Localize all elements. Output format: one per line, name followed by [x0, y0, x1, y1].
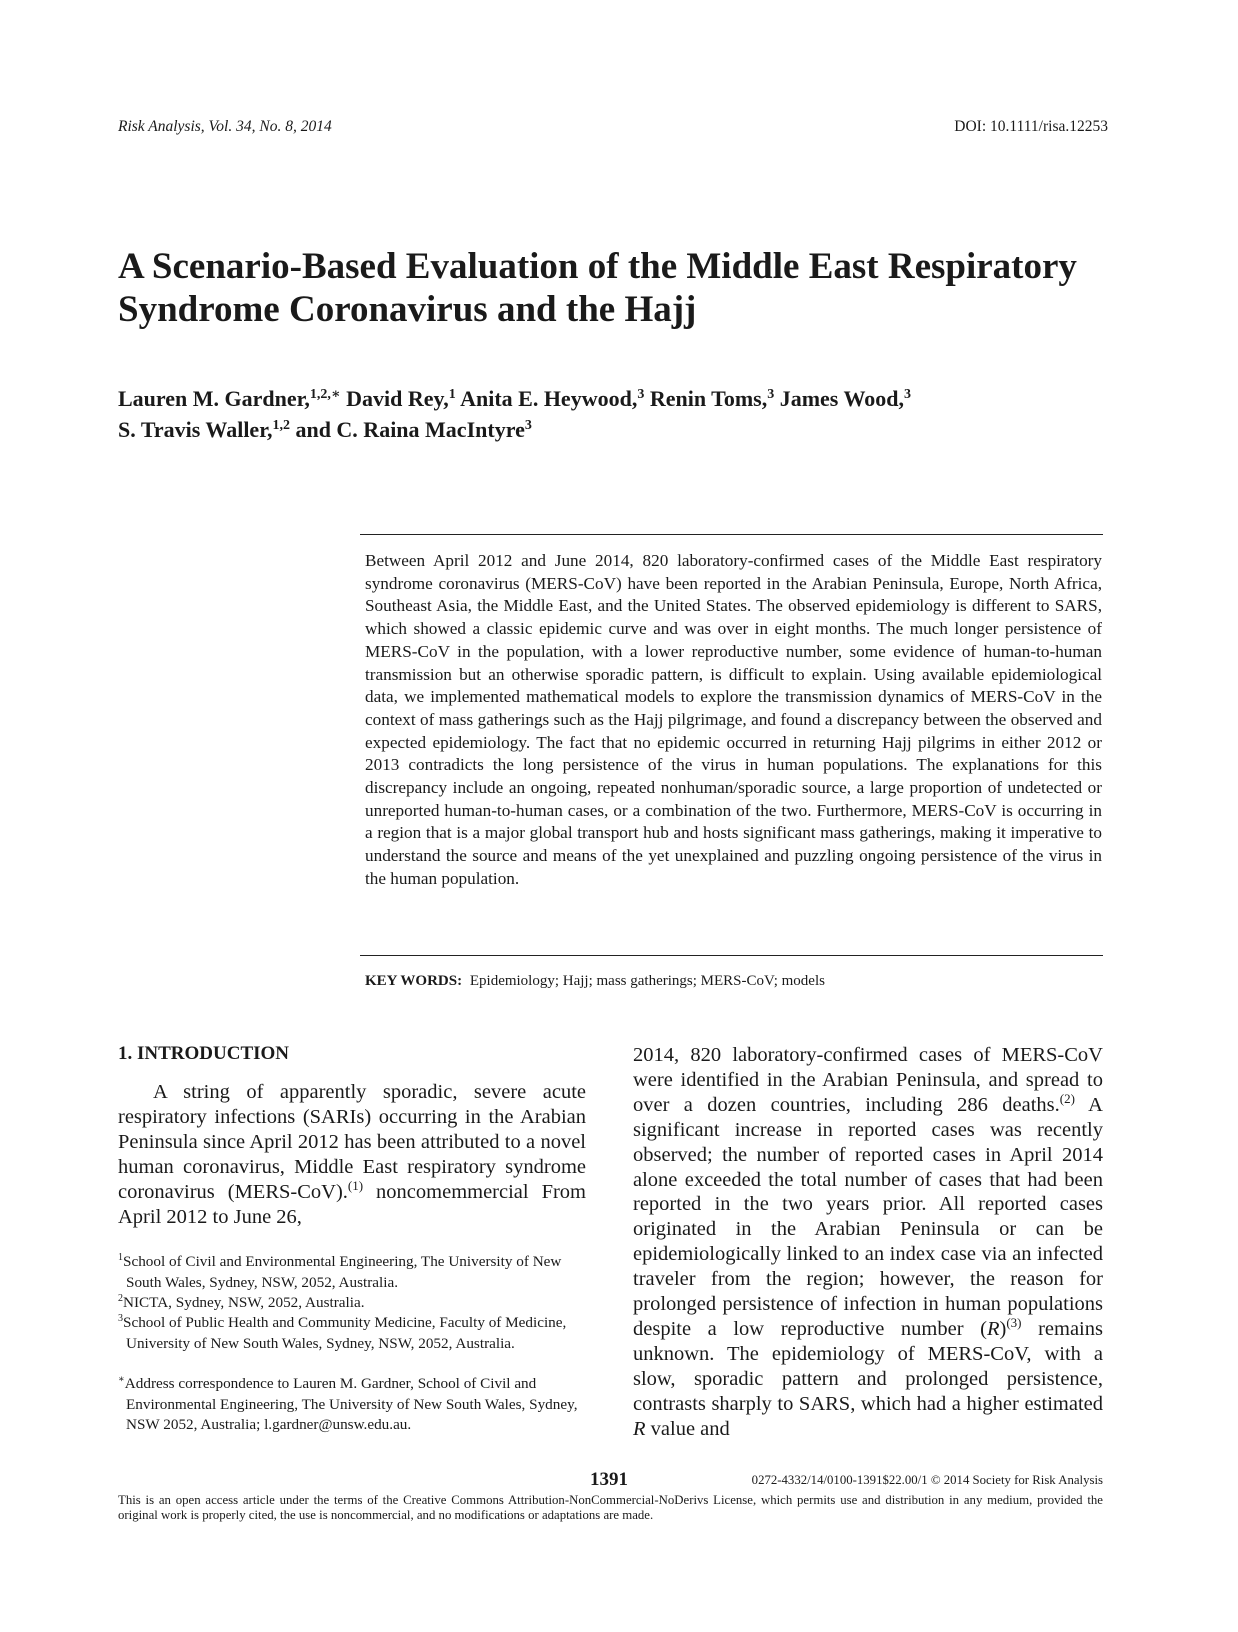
- title-line-2: Syndrome Coronavirus and the Hajj: [118, 289, 697, 330]
- author-affiliation: 1: [448, 387, 456, 402]
- author-affiliation: 3: [524, 418, 532, 433]
- title-line-1: A Scenario-Based Evaluation of the Middle East Respiratory: [118, 246, 1077, 287]
- author-name: Anita E. Heywood,: [460, 386, 638, 411]
- intro-right-text-2: A significant increase in reported cases was recently observed; the number of reported cases in April 2014 alone exceeded the total number of cases that had been reported in the two years prior. All reported cases originated in the Arabian Peninsula or can be epidemiologically linked to an index case via an infected traveler from the region; however, the reason for prolonged persistence of infection in human populations despite a low reproductive number (: [633, 1093, 1103, 1340]
- intro-right-text-1: 2014, 820 laboratory-confirmed cases of MERS-CoV were identified in the Arabian Peninsula, and spread to over a dozen countries, including 286 deaths.: [633, 1044, 1103, 1116]
- intro-right-text-4: remains unknown. The epidemiology of MERS-CoV, with a slow, sporadic pattern and prolonged persistence, contrasts sharply to SARS, which had a higher estimated: [633, 1317, 1103, 1415]
- author-affiliation: 1,2,∗: [309, 387, 341, 402]
- keywords-label: KEY WORDS:: [365, 973, 463, 989]
- section-heading-introduction: 1. INTRODUCTION: [118, 1043, 290, 1064]
- footnote-mark: 3: [118, 1313, 123, 1324]
- author-affiliation: 3: [637, 387, 645, 402]
- symbol-r: R: [986, 1317, 1000, 1340]
- footnote-mark: ∗: [118, 1374, 125, 1385]
- author-affiliation: 1,2: [272, 418, 290, 433]
- footnote-correspondence: [118, 1374, 594, 1436]
- author-name: Lauren M. Gardner,: [118, 386, 310, 411]
- symbol-r: R: [633, 1417, 646, 1440]
- footnote-2: [118, 1293, 594, 1314]
- introduction-right-column: [633, 1043, 1103, 1442]
- paper-title: [118, 245, 1128, 331]
- intro-right-text-3: ): [999, 1317, 1007, 1340]
- citation-ref: (3): [1006, 1314, 1022, 1330]
- footnote-text: School of Civil and Environmental Engineering, The University of New South Wales, Sydney, NSW, 2052, Australia.: [123, 1253, 562, 1291]
- footnote-text: Address correspondence to Lauren M. Gardner, School of Civil and Environmental Engineering, The University of New South Wales, Sydney, NSW 2052, Australia; l.gardner@unsw.edu.au.: [124, 1375, 578, 1433]
- doi: DOI: 10.1111/risa.12253: [954, 118, 1108, 135]
- footnote-mark: 2: [118, 1293, 123, 1304]
- footnote-3: [118, 1313, 594, 1354]
- license-notice: This is an open access article under the terms of the Creative Commons Attribution-NonCommercial-NoDerivs License, which permits use and distribution in any medium, provided the original work is properly cited, the use is noncommercial, and no modifications or adaptations are made.: [118, 1493, 1103, 1522]
- abstract-top-rule: [360, 534, 1103, 535]
- author-name: Renin Toms,: [649, 386, 768, 411]
- intro-right-text-5: value and: [645, 1417, 730, 1440]
- author-name: S. Travis Waller,: [118, 417, 273, 442]
- journal-citation: Risk Analysis, Vol. 34, No. 8, 2014: [118, 118, 332, 135]
- citation-ref: (1): [347, 1177, 364, 1193]
- author-affiliation: 3: [904, 387, 911, 402]
- citation-ref: (2): [1059, 1090, 1075, 1106]
- intro-left-text: A string of apparently sporadic, severe acute respiratory infections (SARIs) occurring in the Arabian Peninsula since April 2012 has been attributed to a novel human coronavirus, Middle East respiratory syndrome coronavirus (MERS-CoV).: [118, 1081, 586, 1203]
- abstract: Between April 2012 and June 2014, 820 laboratory-confirmed cases of the Middle East respiratory syndrome coronavirus (MERS-CoV) have been reported in the Arabian Peninsula, Europe, North Africa, Southeast Asia, the Middle East, and the United States. The observed epidemiology is different to SARS, which showed a classic epidemic curve and was over in eight months. The much longer persistence of MERS-CoV in the population, with a lower reproductive number, some evidence of human-to-human transmission but an otherwise sporadic pattern, is difficult to explain. Using available epidemiological data, we implemented mathematical models to explore the transmission dynamics of MERS-CoV in the context of mass gatherings such as the Hajj pilgrimage, and found a discrepancy between the observed and expected epidemiology. The fact that no epidemic occurred in returning Hajj pilgrims in either 2012 or 2013 contradicts the long persistence of the virus in human populations. The explanations for this discrepancy include an ongoing, repeated nonhuman/sporadic source, a large proportion of undetected or unreported human-to-human cases, or a combination of the two. Furthermore, MERS-CoV is occurring in a region that is a major global transport hub and hosts significant mass gatherings, making it imperative to understand the source and means of the yet unexplained and puzzling ongoing persistence of the virus in the human population.: [365, 551, 1102, 888]
- author-name: and C. Raina MacIntyre: [295, 417, 525, 442]
- footnote-1: [118, 1252, 594, 1293]
- author-name: David Rey,: [346, 386, 449, 411]
- abstract-bottom-rule: [360, 955, 1103, 956]
- footnote-text: NICTA, Sydney, NSW, 2052, Australia.: [123, 1294, 365, 1311]
- keywords: [365, 973, 825, 990]
- footnote-mark: 1: [118, 1252, 123, 1263]
- author-list: [118, 383, 1128, 445]
- intro-left-text-cont: noncomemmercial From April 2012 to June 26,: [118, 1180, 586, 1228]
- author-name: James Wood,: [779, 386, 904, 411]
- keywords-text: Epidemiology; Hajj; mass gatherings; MERS-CoV; models: [469, 973, 825, 989]
- page-number: 1391: [590, 1469, 628, 1490]
- introduction-left-column: [118, 1080, 586, 1229]
- author-line-1: [118, 383, 1128, 414]
- copyright-line: 0272-4332/14/0100-1391$22.00/1 © 2014 Society for Risk Analysis: [751, 1473, 1103, 1487]
- author-affiliation: 3: [767, 387, 775, 402]
- author-line-2: [118, 414, 1128, 445]
- footnote-text: School of Public Health and Community Medicine, Faculty of Medicine, University of New South Wales, Sydney, NSW, 2052, Australia.: [123, 1314, 567, 1352]
